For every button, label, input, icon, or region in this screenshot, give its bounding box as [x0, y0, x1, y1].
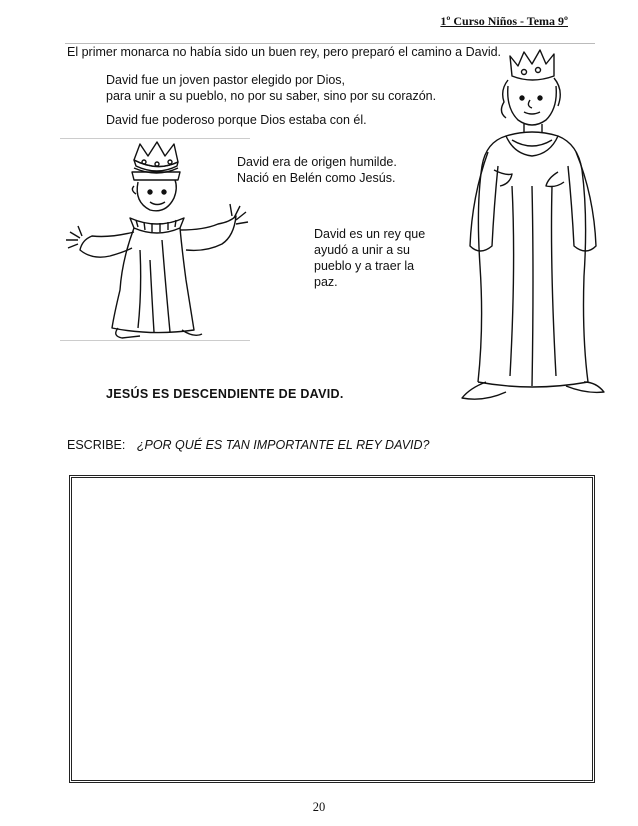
standing-king-illustration: [446, 46, 606, 406]
paragraph-humble-origin: [237, 154, 397, 186]
illustration-top-rule: [60, 138, 250, 139]
prompt-label: ESCRIBE:: [67, 438, 126, 452]
paragraph-line: para unir a su pueblo, no por su saber, sino por su corazón.: [106, 89, 437, 103]
page-number: 20: [312, 800, 326, 814]
page-header: 1º Curso Niños - Tema 9º: [440, 14, 568, 28]
paragraph-line: David era de origen humilde.: [237, 155, 397, 169]
paragraph-line: David fue un joven pastor elegido por Dios,: [106, 73, 346, 87]
paragraph-line: ayudó a unir a su: [314, 243, 410, 257]
illustration-bottom-rule: [60, 340, 250, 341]
paragraph-powerful: David fue poderoso porque Dios estaba con él.: [106, 113, 367, 127]
answer-box[interactable]: [69, 475, 595, 783]
paragraph-line: paz.: [314, 275, 338, 289]
ancestry-statement: JESÚS ES DESCENDIENTE DE DAVID.: [106, 387, 344, 401]
paragraph-line: David es un rey que: [314, 227, 426, 241]
paragraph-unity-peace: [314, 226, 439, 290]
paragraph-line: Nació en Belén como Jesús.: [237, 171, 396, 185]
writing-prompt: [67, 437, 430, 453]
paragraph-line: pueblo y a traer la: [314, 259, 415, 273]
intro-text: El primer monarca no había sido un buen rey, pero preparó el camino a David.: [67, 45, 502, 59]
prompt-question: ¿POR QUÉ ES TAN IMPORTANTE EL REY DAVID?: [136, 438, 430, 452]
dancing-king-illustration: [62, 140, 252, 340]
paragraph-shepherd: [106, 72, 436, 104]
